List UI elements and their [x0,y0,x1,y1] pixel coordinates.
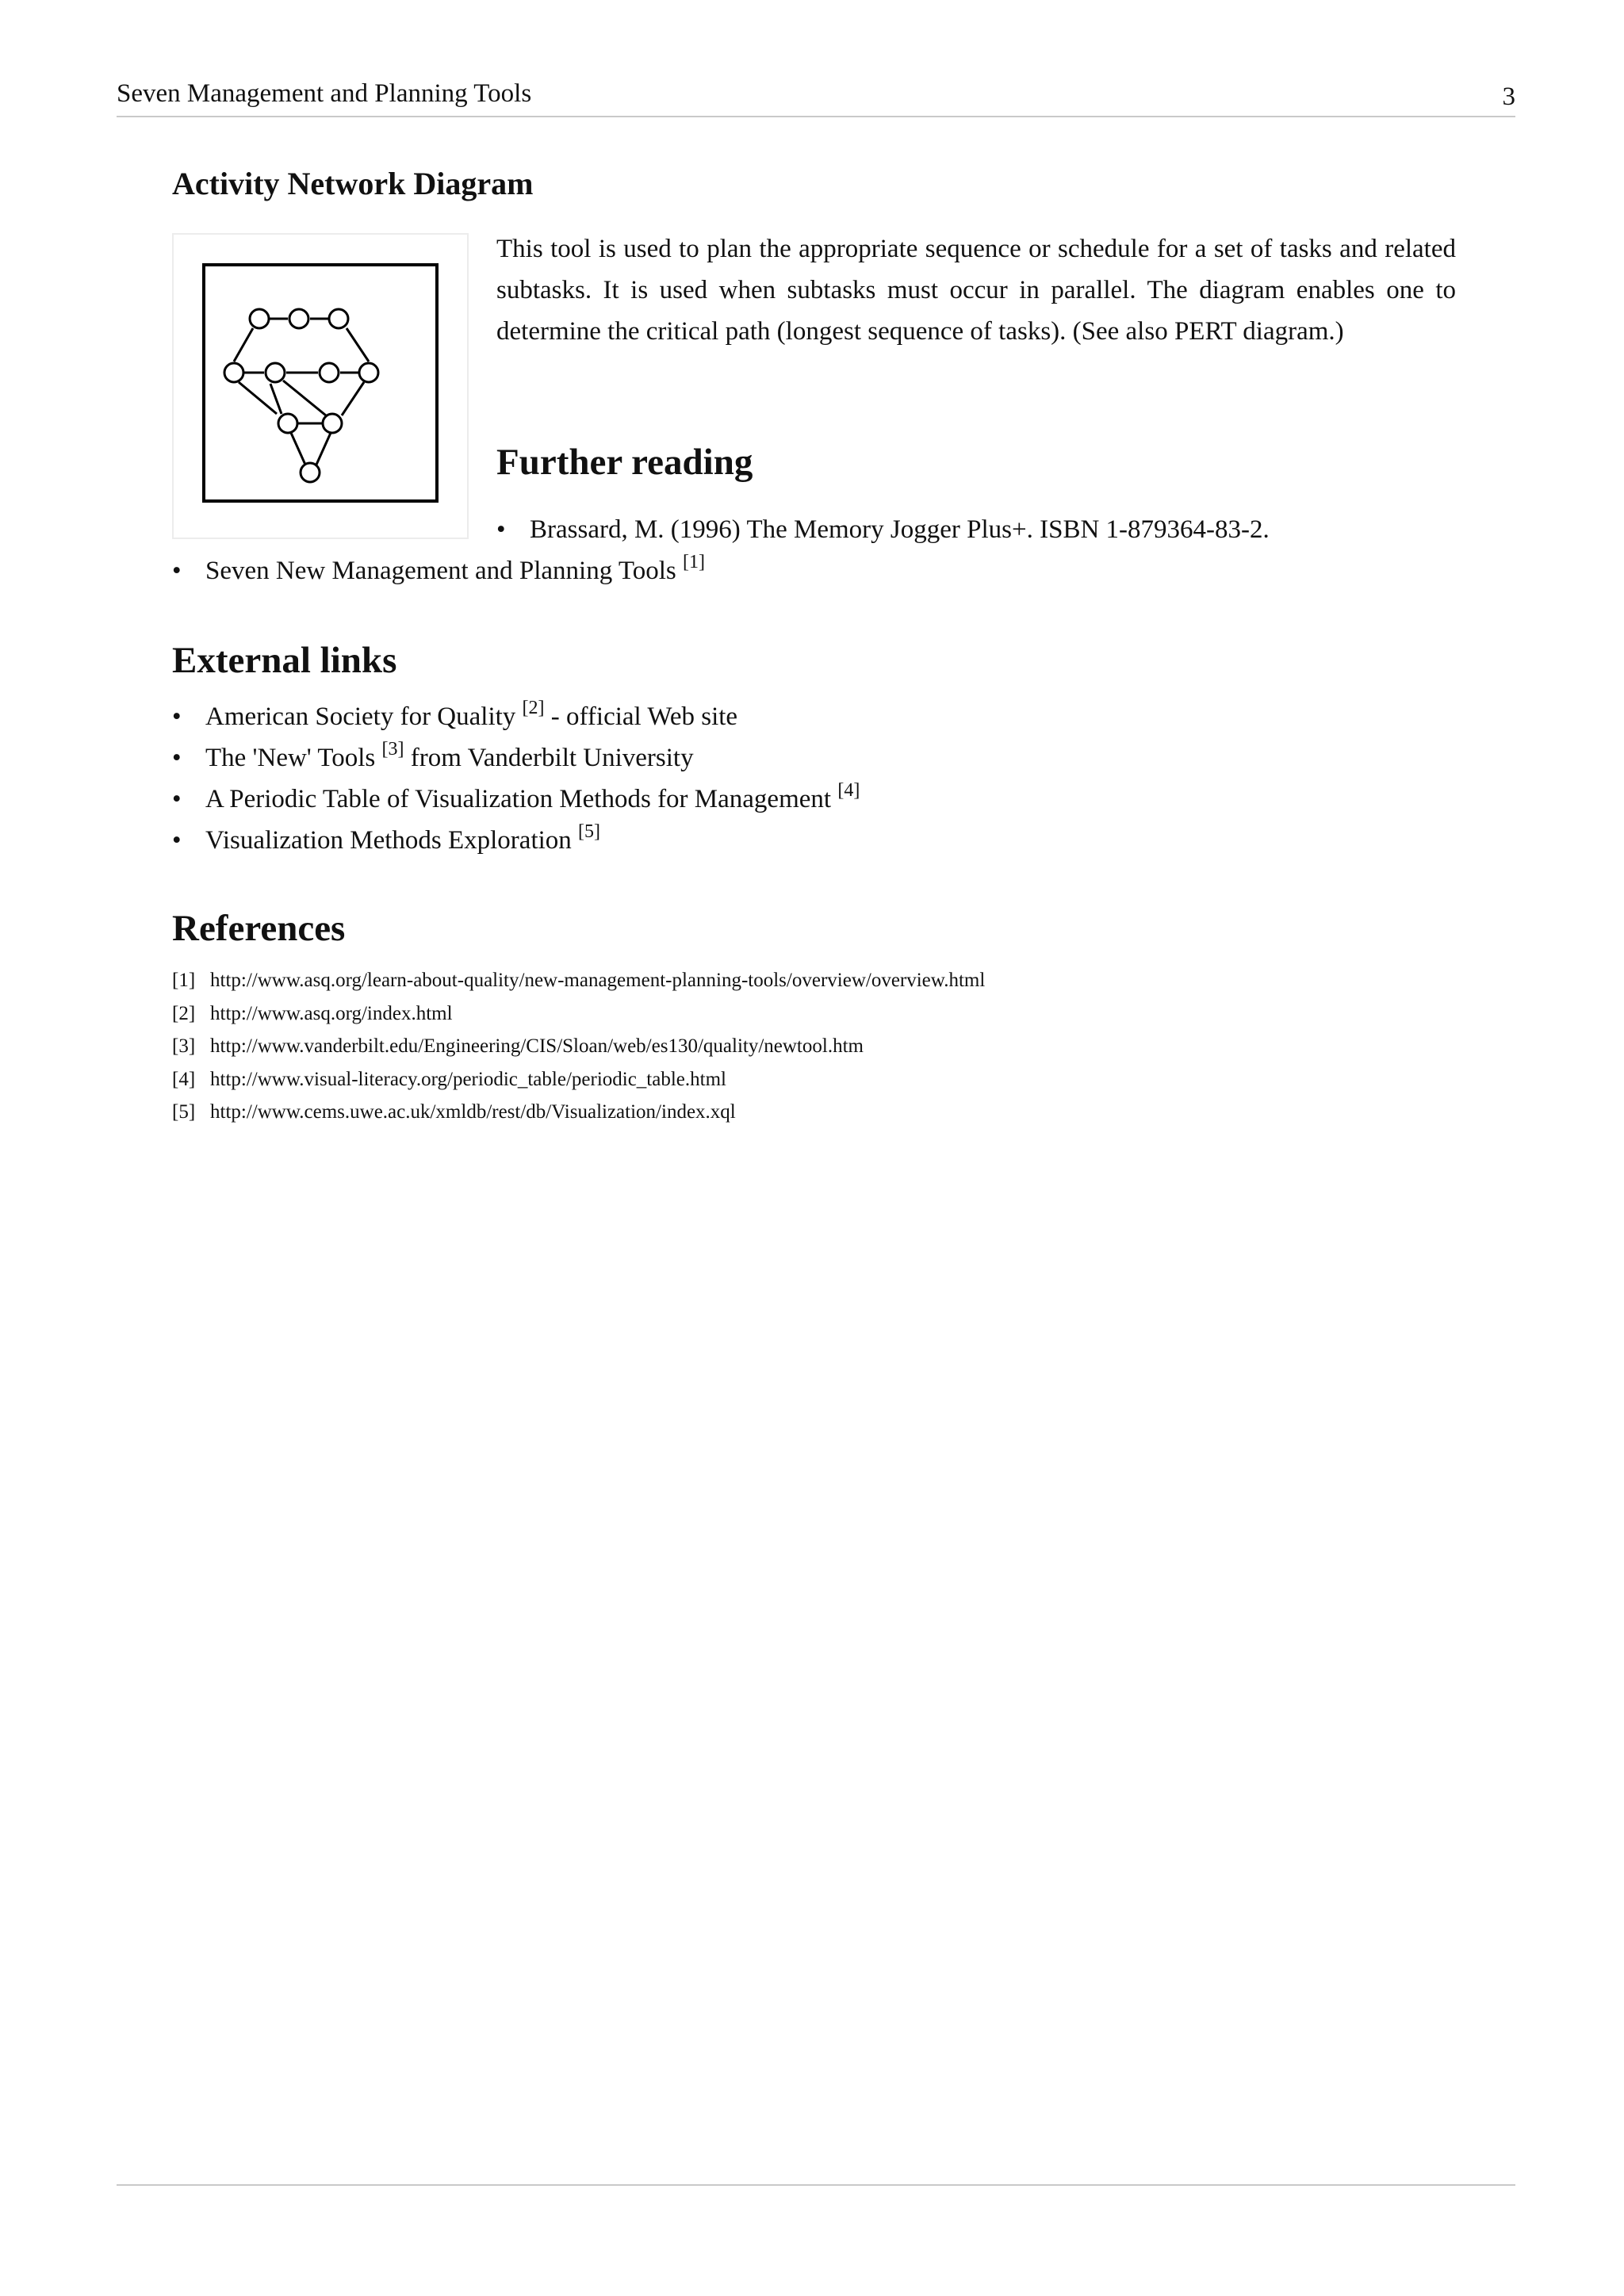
section-description: This tool is used to plan the appropriate sequence or schedule for a set of tasks and related subtasks. It is used when subtasks must occur in parallel. The diagram enables one to determine the critical path (longest sequence of tasks). (See also PERT diagram.) [496,235,1456,346]
reference-number: [3] [172,1035,196,1057]
running-title: Seven Management and Planning Tools [117,79,532,108]
further-reading-heading: Further reading [496,442,753,483]
external-link[interactable]: The 'New' Tools [205,744,382,772]
external-link[interactable]: A Periodic Table of Visualization Methods for Management [205,785,838,813]
bullet-icon: • [496,515,506,544]
bullet-icon: • [172,785,182,813]
references-list [172,964,985,1129]
reference-url[interactable]: http://www.vanderbilt.edu/Engineering/CIS/Sloan/web/es130/quality/newtool.htm [210,1035,864,1057]
reference-number: [2] [172,1002,196,1024]
list-item [172,696,860,737]
external-links-heading: External links [172,640,397,681]
reference-number: [5] [172,1101,196,1123]
bullet-icon: • [172,557,182,585]
external-links-list [172,696,860,861]
list-item [172,550,705,591]
list-item [496,509,1270,550]
reference-marker[interactable]: [2] [522,698,545,718]
bullet-icon: • [172,826,182,855]
further-reading-list [496,509,1270,550]
link-suffix: from Vanderbilt University [404,744,694,772]
reference-url[interactable]: http://www.cems.uwe.ac.uk/xmldb/rest/db/Visualization/index.xql [210,1101,736,1123]
reference-number: [4] [172,1068,196,1090]
reference-url[interactable]: http://www.asq.org/learn-about-quality/new-management-planning-tools/overview/overview.html [210,970,986,991]
page-header [117,78,1515,117]
footer-rule [117,2184,1515,2186]
reference-marker[interactable]: [5] [578,821,601,842]
reference-item [172,1096,985,1129]
list-item [172,779,860,820]
link-suffix: - official Web site [544,702,738,731]
bullet-icon: • [172,744,182,772]
reference-number: [1] [172,970,196,991]
reference-marker[interactable]: [1] [682,552,705,572]
reference-item [172,1030,985,1063]
further-reading-link[interactable]: Seven New Management and Planning Tools [205,557,683,585]
activity-network-diagram-icon [202,263,440,509]
list-item [172,820,860,861]
reference-url[interactable]: http://www.visual-literacy.org/periodic_table/periodic_table.html [210,1068,726,1090]
reference-marker[interactable]: [4] [837,780,860,801]
page-number: 3 [1502,82,1515,111]
reference-url[interactable]: http://www.asq.org/index.html [210,1002,453,1024]
reference-item [172,1063,985,1096]
reference-item [172,964,985,997]
reference-marker[interactable]: [3] [381,739,404,760]
bullet-icon: • [172,702,182,731]
reference-item [172,997,985,1031]
list-item [172,737,860,779]
further-reading-text: Brassard, M. (1996) The Memory Jogger Plus+. ISBN 1-879364-83-2. [530,515,1270,544]
section-title: Activity Network Diagram [172,166,534,201]
further-reading-list-continued [172,550,705,591]
external-link[interactable]: American Society for Quality [205,702,523,731]
external-link[interactable]: Visualization Methods Exploration [205,826,579,855]
diagram-figure [172,233,469,539]
references-heading: References [172,908,346,949]
